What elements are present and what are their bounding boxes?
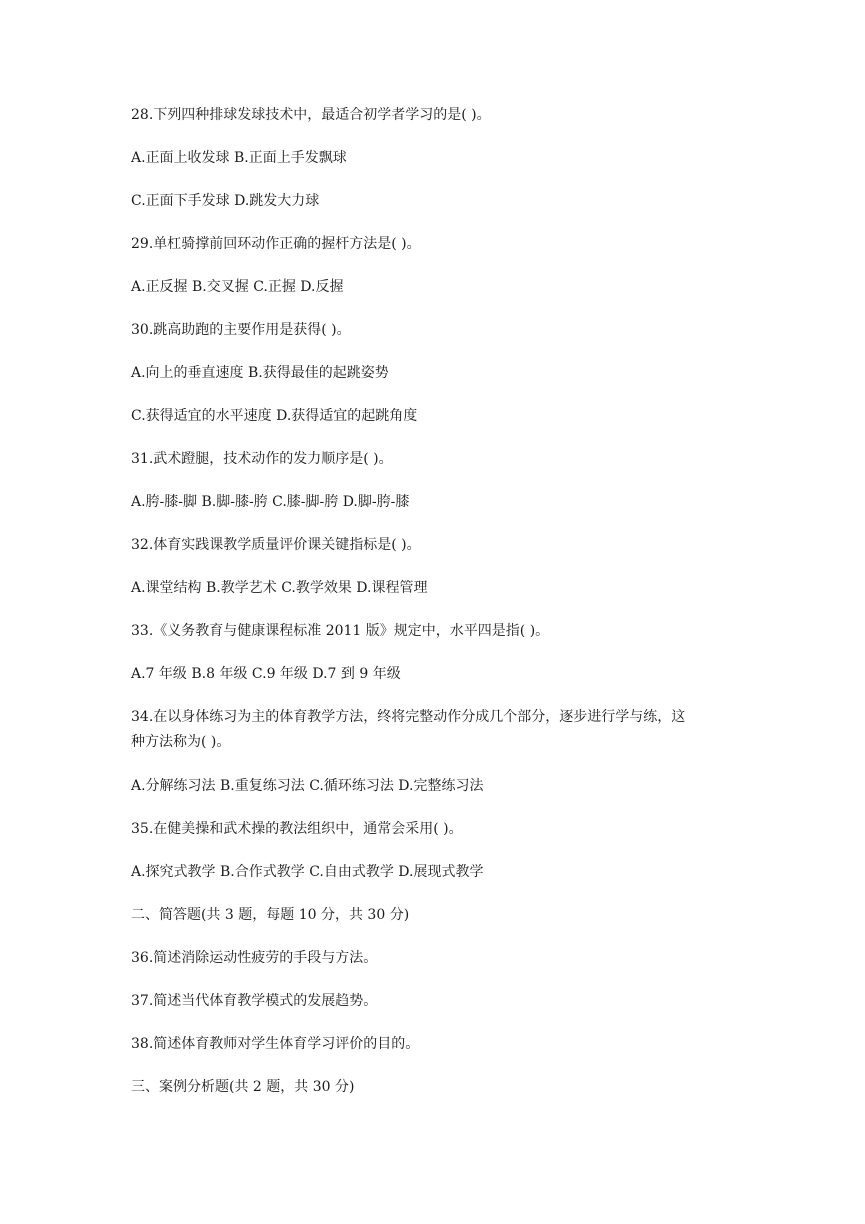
question-34 [131,705,741,755]
section-title: 三、案例分析题(共 2 题，共 30 分) [131,1079,355,1095]
option-text: A.正面上收发球 B.正面上手发飘球 [131,150,347,166]
question-32-options [131,576,741,600]
question-text: 29.单杠骑撑前回环动作正确的握杆方法是( )。 [131,236,421,252]
section-heading-case-analysis [131,1075,741,1099]
question-28 [131,103,741,127]
question-text: 36.简述消除运动性疲劳的手段与方法。 [131,950,378,966]
question-text: 32.体育实践课教学质量评价课关键指标是( )。 [131,537,421,553]
question-35 [131,817,741,841]
option-text: A.课堂结构 B.教学艺术 C.教学效果 D.课程管理 [131,580,428,596]
question-28-options-2 [131,189,741,213]
question-31 [131,447,741,471]
option-text: A.胯-膝-脚 B.脚-膝-胯 C.膝-脚-胯 D.脚-胯-膝 [131,494,410,510]
option-text: A.正反握 B.交叉握 C.正握 D.反握 [131,279,344,295]
option-text: A.探究式教学 B.合作式教学 C.自由式教学 D.展现式教学 [131,864,484,880]
question-33-options [131,662,741,686]
question-30-options-1 [131,361,741,385]
question-text: 33.《义务教育与健康课程标准 2011 版》规定中，水平四是指( )。 [131,623,550,639]
question-text: 30.跳高助跑的主要作用是获得( )。 [131,322,351,338]
option-text: A.7 年级 B.8 年级 C.9 年级 D.7 到 9 年级 [131,666,401,682]
question-text: 31.武术蹬腿，技术动作的发力顺序是( )。 [131,451,393,467]
question-30 [131,318,741,342]
question-29 [131,232,741,256]
section-title: 二、简答题(共 3 题，每题 10 分，共 30 分) [131,907,410,923]
question-text: 28.下列四种排球发球技术中，最适合初学者学习的是( )。 [131,107,491,123]
question-37 [131,989,741,1013]
option-text: C.正面下手发球 D.跳发大力球 [131,193,320,209]
option-text: A.分解练习法 B.重复练习法 C.循环练习法 D.完整练习法 [131,778,484,794]
option-text: A.向上的垂直速度 B.获得最佳的起跳姿势 [131,365,389,381]
question-28-options-1 [131,146,741,170]
question-29-options [131,275,741,299]
question-33 [131,619,741,643]
question-35-options [131,860,741,884]
option-text: C.获得适宜的水平速度 D.获得适宜的起跳角度 [131,408,418,424]
question-31-options [131,490,741,514]
section-heading-short-answer [131,903,741,927]
question-text: 37.简述当代体育教学模式的发展趋势。 [131,993,378,1009]
question-text: 38.简述体育教师对学生体育学习评价的目的。 [131,1036,420,1052]
question-38 [131,1032,741,1056]
question-30-options-2 [131,404,741,428]
question-36 [131,946,741,970]
document-body [131,103,741,1118]
question-text-line-1: 34.在以身体练习为主的体育教学方法，终将完整动作分成几个部分，逐步进行学与练，这 [131,709,686,725]
question-34-options [131,774,741,798]
question-32 [131,533,741,557]
question-text-line-2: 种方法称为( )。 [131,734,231,750]
question-text: 35.在健美操和武术操的教法组织中，通常会采用( )。 [131,821,463,837]
